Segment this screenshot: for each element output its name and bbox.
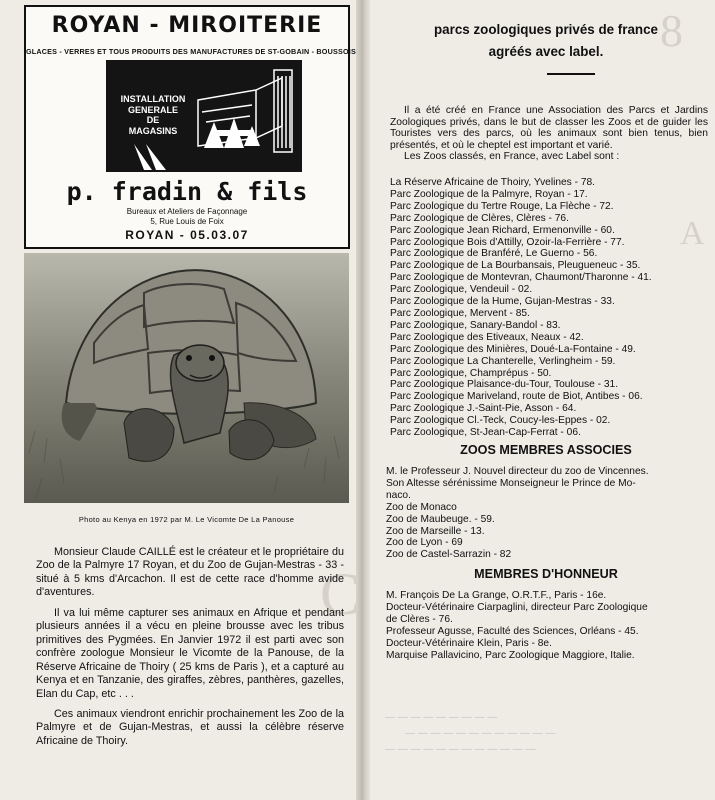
tortoise-icon — [24, 253, 349, 503]
member-line: Docteur-Vétérinaire Ciarpaglini, directeur Parc Zoologique — [386, 601, 648, 613]
zoo-list-item: Parc Zoologique, Vendeuil - 02. — [390, 284, 533, 296]
article-paragraph: Monsieur Claude CAILLÉ est le créateur et le propriétaire du Zoo de la Palmyre 17 Royan, et du Zoo de Gujan-Mestras - 33 - situé à 5 kms d'Arcachon. Il est de cette race d'homme avide d'aventures. — [36, 546, 344, 599]
ad-graphic-line: MAGASINS — [128, 125, 178, 136]
ad-title: ROYAN - MIROITERIE — [51, 13, 323, 38]
article-paragraph: Ces animaux viendront enrichir prochainement les Zoo de la Palmyre et de Gujan-Mestras, et aussi la célèbre réserve Africaine de Thoiry. — [36, 707, 344, 747]
zoo-list-item: Parc Zoologique de la Hume, Gujan-Mestras - 33. — [390, 296, 615, 308]
ad-city-phone: ROYAN - 05.03.07 — [125, 228, 249, 242]
honorary-list — [386, 590, 712, 661]
bleed-through-glyph: A — [680, 215, 705, 252]
title-divider — [547, 73, 595, 75]
intro-paragraph: Les Zoos classés, en France, avec Label sont : — [404, 151, 620, 163]
article-paragraph: Il va lui même capturer ses animaux en Afrique et pendant plusieurs années il a vécu en pleine brousse avec les tribus primitives des Pygmées. En Janvier 1972 il est parti avec son confrère zoologue Monsieur le Vicomte de la Panouse, de la Réserve Africaine de Thoiry ( 25 kms de Paris ), et a capturé au Kenya et en Tanzanie, des giraffes, zèbres, panthères, gazelles, Elan du Cap, etc . . . — [36, 606, 344, 700]
zoo-list-item: Parc Zoologique de Montevran, Chaumont/Tharonne - 41. — [390, 272, 652, 284]
ad-company-name: p. fradin & fils — [66, 177, 308, 206]
member-line: Professeur Agusse, Faculté des Sciences, Orléans - 45. — [386, 625, 639, 637]
zoo-list-item: Parc Zoologique Cl.-Teck, Coucy-les-Eppes - 02. — [390, 415, 611, 427]
zoo-list-item: Parc Zoologique, Mervent - 85. — [390, 307, 530, 319]
zoo-list-item: La Réserve Africaine de Thoiry, Yvelines - 78. — [390, 177, 595, 188]
zoo-list-item: Parc Zoologique de la Palmyre, Royan - 17. — [390, 188, 588, 200]
storefront-illustration — [106, 60, 302, 172]
associates-heading: ZOOS MEMBRES ASSOCIES — [460, 443, 632, 457]
zoo-list-item: Parc Zoologique Mariveland, route de Biot, Antibes - 06. — [390, 391, 643, 403]
bleed-through-text: — — — — — — — — — — — — — — — — — — — — — — — — — — — — — — — — — — [385, 712, 556, 755]
association-intro — [390, 105, 708, 163]
zoo-list-item: Parc Zoologique de Clères, Clères - 76. — [390, 212, 569, 224]
page-gutter — [356, 0, 370, 800]
member-line: Zoo de Monaco — [386, 501, 457, 513]
member-line: Zoo de Maubeuge. - 59. — [386, 513, 495, 525]
bleed-through-glyph: 8 — [660, 5, 683, 56]
zoo-list-item: Parc Zoologique, St-Jean-Cap-Ferrat - 06. — [390, 427, 581, 439]
member-line: Zoo de Marseille - 13. — [386, 525, 485, 537]
zoo-list-item: Parc Zoologique du Tertre Rouge, La Flèche - 72. — [390, 200, 614, 212]
ad-address: 5, Rue Louis de Foix — [150, 217, 224, 226]
member-line: Docteur-Vétérinaire Klein, Paris - 8e. — [386, 637, 552, 649]
ad-graphic-line: DE — [146, 115, 160, 125]
zoo-list-item: Parc Zoologique Plaisance-du-Tour, Toulouse - 31. — [390, 379, 619, 391]
member-line: Zoo de Castel-Sarrazin - 82 — [386, 549, 512, 561]
photo-caption: Photo au Kenya en 1972 par M. Le Vicomte De La Panouse — [78, 515, 295, 524]
zoo-list-item: Parc Zoologique de La Bourbansais, Pleugueneuc - 35. — [390, 260, 641, 272]
zoo-list-item: Parc Zoologique Bois d'Attilly, Ozoir-la-Ferrière - 77. — [390, 236, 625, 248]
ad-graphic-line: INSTALLATION — [120, 94, 186, 104]
honorary-heading: MEMBRES D'HONNEUR — [474, 567, 618, 581]
zoo-list-item: Parc Zoologique de Branféré, Le Guerno - 56. — [390, 248, 598, 260]
article-body — [36, 546, 344, 755]
associates-list — [386, 466, 712, 561]
zoo-list-item: Parc Zoologique des Minières, Doué-La-Fontaine - 49. — [390, 343, 636, 355]
bleed-through-glyph: C — [320, 561, 361, 627]
member-line: Marquise Pallavicino, Parc Zoologique Maggiore, Italie. — [386, 649, 635, 661]
zoo-list-item: Parc Zoologique, Champrépus - 50. — [390, 367, 552, 379]
zoo-list-item: Parc Zoologique La Chanterelle, Verlingheim - 59. — [390, 355, 616, 367]
member-line: Son Altesse sérénissime Monseigneur le Prince de Mo- — [386, 477, 636, 489]
ad-graphic-line: GENERALE — [127, 104, 178, 115]
zoo-list-item: Parc Zoologique des Etiveaux, Neaux - 42. — [390, 331, 584, 343]
tortoise-photo — [24, 253, 349, 503]
member-line: M. François De La Grange, O.R.T.F., Paris - 16e. — [386, 590, 607, 601]
member-line: de Clères - 76. — [386, 613, 453, 625]
zoo-list-item: Parc Zoologique J.-Saint-Pie, Asson - 64. — [390, 403, 577, 415]
intro-paragraph: Il a été créé en France une Association des Parcs et Jardins Zoologiques privés, dans le but de classer les Zoos et de guider les Touristes vers des parcs, où les animaux sont bien tenus, bien présentés, et où le cheptel est important et varié. — [390, 105, 708, 151]
ad-workshop-line: Bureaux et Ateliers de Façonnage — [126, 207, 248, 216]
zoo-list-item: Parc Zoologique Jean Richard, Ermenonville - 60. — [390, 224, 615, 236]
right-title-line1: parcs zoologiques privés de france — [434, 22, 658, 37]
ad-graphic-text — [112, 94, 194, 136]
right-title-line2: agréés avec label. — [488, 44, 604, 59]
labelled-zoo-list — [390, 177, 712, 439]
member-line: naco. — [386, 489, 411, 501]
member-line: Zoo de Lyon - 69 — [386, 537, 463, 549]
member-line: M. le Professeur J. Nouvel directeur du zoo de Vincennes. — [386, 466, 649, 477]
ad-subtitle: GLACES - VERRES ET TOUS PRODUITS DES MANUFACTURES DE ST-GOBAIN - BOUSSOIS — [26, 47, 356, 56]
advertisement — [24, 5, 356, 249]
zoo-list-item: Parc Zoologique, Sanary-Bandol - 83. — [390, 319, 561, 331]
